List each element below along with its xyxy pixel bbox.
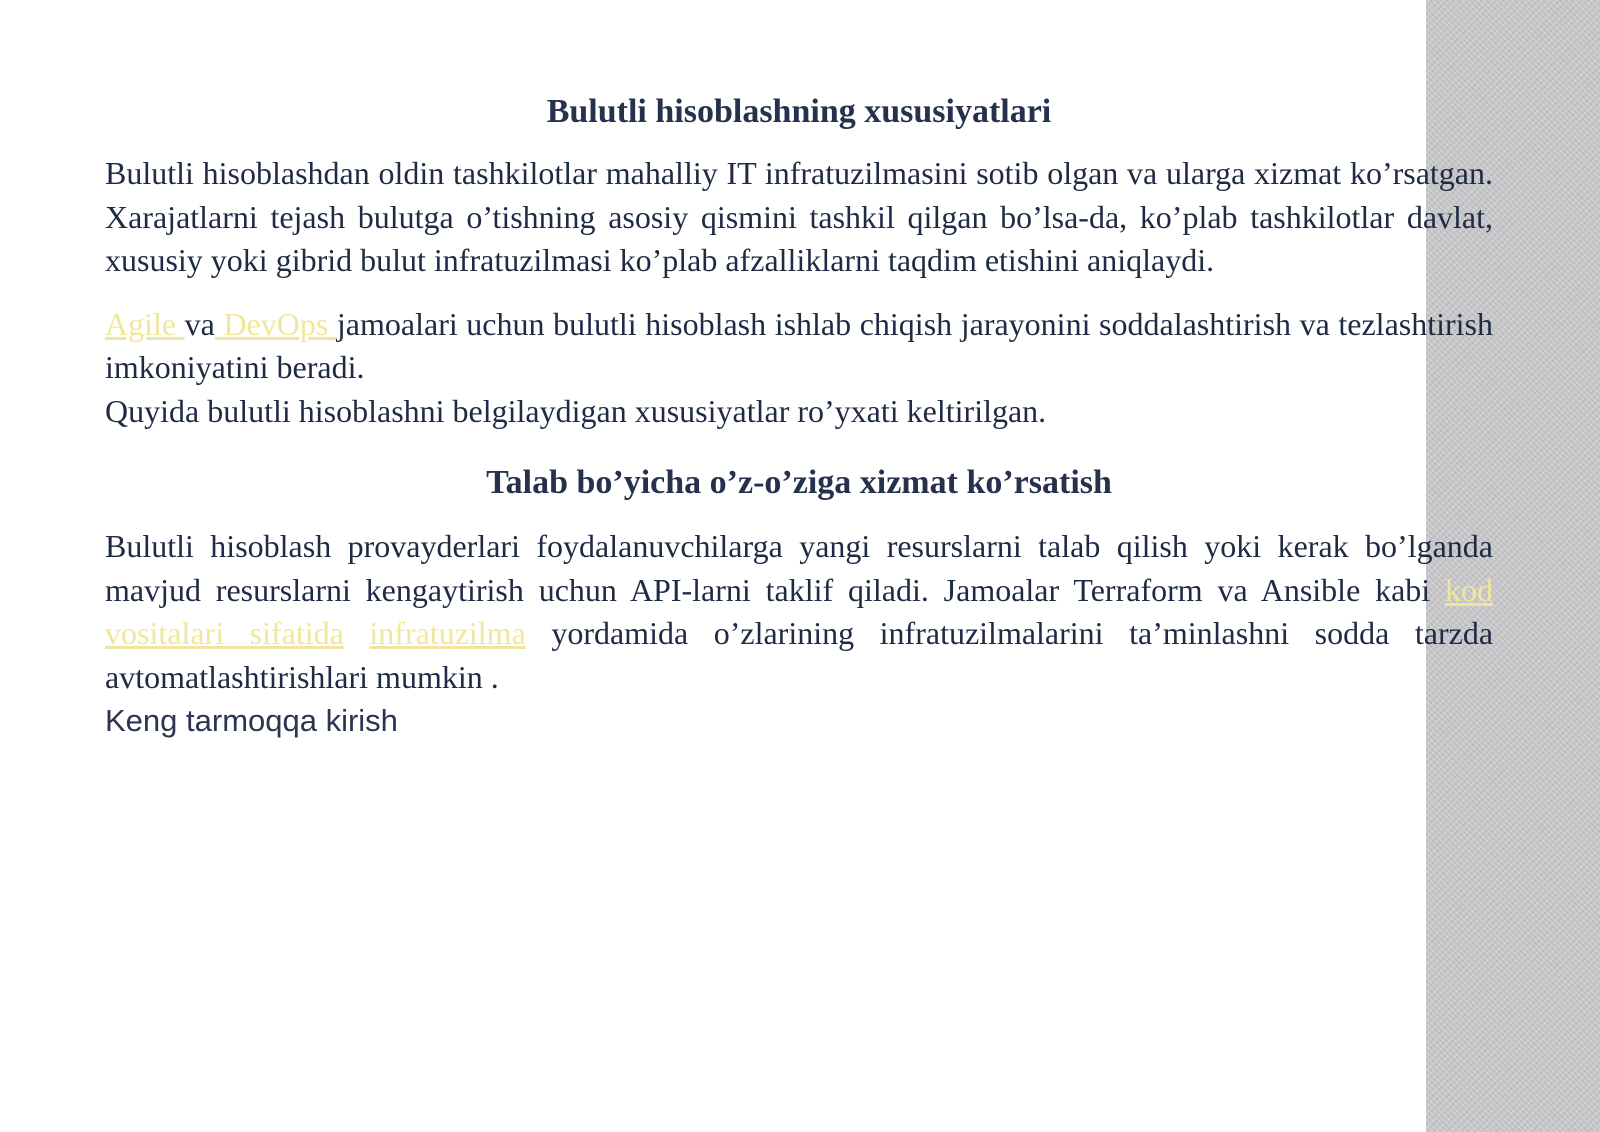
link-agile[interactable]: Agile [105, 305, 185, 342]
slide-title: Bulutli hisoblashning xususiyatlari [546, 93, 1052, 130]
section-network-access: Keng tarmoqqa kirish [105, 703, 398, 738]
text-self-service-part2: yordamida o’zlarining infratuzilmalarini ta’minlashni sodda tarzda avtomatlashtirishlari mumkin . [105, 615, 1494, 695]
text-self-service-part1: Bulutli hisoblash provayderlari foydalanuvchilarga yangi resurslarni talab qilish yoki kerak bo’lganda mavjud resurslarni kengaytirish uchun API-larni taklif qiladi. Jamoalar Terraform va Ansible kabi [105, 528, 1493, 608]
text-space [344, 615, 370, 651]
link-infrastructure[interactable]: infratuzilma [369, 615, 526, 651]
text-agile-devops-rest: jamoalari uchun bulutli hisoblash ishlab chiqish jarayonini soddalashtirish va tezlashtirish imkoniyatini beradi. [105, 305, 1494, 385]
link-devops[interactable]: DevOps [214, 305, 337, 342]
link-code-tools[interactable]: kod vositalari sifatida [105, 571, 1493, 651]
slide-content [105, 84, 1493, 743]
section-subtitle: Talab bo’yicha o’z-o’ziga xizmat ko’rsatish [486, 464, 1112, 501]
paragraph-list-intro: Quyida bulutli hisoblashni belgilaydigan xususiyatlar ro’yxati keltirilgan. [105, 392, 1047, 429]
paragraph-agile-devops [105, 303, 1493, 390]
text-va: va [184, 305, 215, 342]
paragraph-self-service [105, 525, 1493, 699]
paragraph-intro: Bulutli hisoblashdan oldin tashkilotlar mahalliy IT infratuzilmasini sotib olgan va ularga xizmat ko’rsatgan. Xarajatlarni tejash bulutga o’tishning asosiy qismini tashkil qilgan bo’lsa-da, ko’plab tashkilotlar davlat, xususiy yoki gibrid bulut infratuzilmasi ko’plab afzalliklarni taqdim etishini aniqlaydi. [105, 155, 1493, 278]
